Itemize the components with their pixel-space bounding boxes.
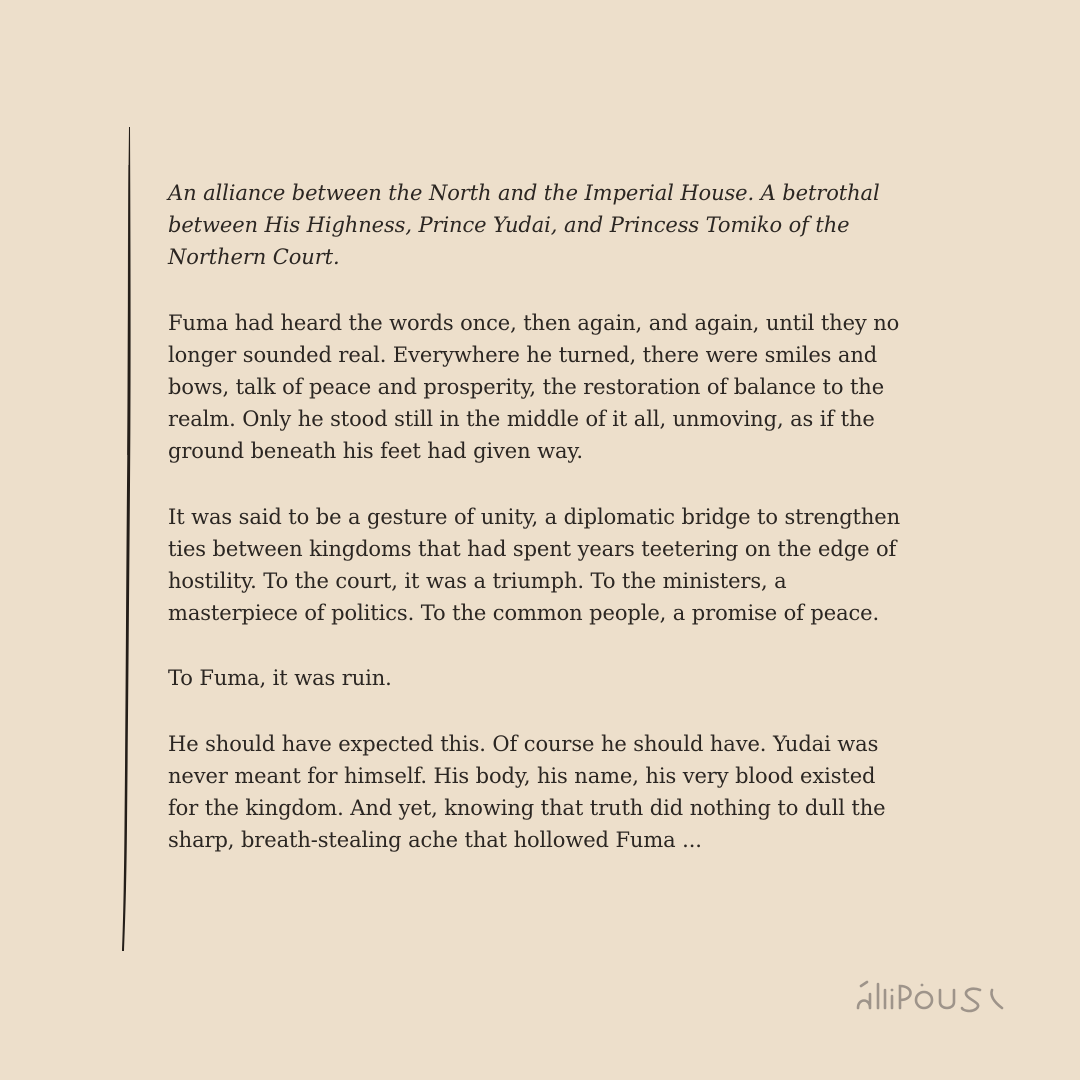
- text-line: An alliance between the North and the Imperial House. A betrothal: [168, 181, 880, 205]
- text-line: It was said to be a gesture of unity, a diplomatic bridge to strengthen: [168, 504, 901, 529]
- paragraph-5: [168, 728, 978, 857]
- text-line: for the kingdom. And yet, knowing that truth did nothing to dull the: [168, 796, 886, 821]
- text-line: bows, talk of peace and prosperity, the restoration of balance to the: [168, 375, 885, 400]
- text-line: To Fuma, it was ruin.: [168, 666, 392, 691]
- brush-stroke-divider: [112, 125, 142, 955]
- text-line: ground beneath his feet had given way.: [168, 439, 583, 464]
- paragraph-4: [168, 662, 978, 694]
- text-line: realm. Only he stood still in the middle of it all, unmoving, as if the: [168, 407, 875, 432]
- paragraph-1-italic: [168, 177, 978, 274]
- text-line: masterpiece of politics. To the common people, a promise of peace.: [168, 601, 880, 626]
- text-line: Fuma had heard the words once, then again, and again, until they no: [168, 310, 900, 335]
- paragraph-2: [168, 307, 978, 468]
- text-line: Northern Court.: [168, 245, 340, 270]
- text-line: never meant for himself. His body, his name, his very blood existed: [168, 763, 876, 788]
- brand-logo: [852, 972, 1007, 1014]
- text-line: sharp, breath-stealing ache that hollowed Fuma ...: [168, 828, 702, 853]
- text-line: between His Highness, Prince Yudai, and Princess Tomiko of the: [168, 213, 850, 238]
- text-line: He should have expected this. Of course he should have. Yudai was: [168, 731, 879, 756]
- text-line: hostility. To the court, it was a triumph. To the ministers, a: [168, 569, 787, 594]
- paragraph-3: [168, 501, 978, 630]
- text-line: ties between kingdoms that had spent years teetering on the edge of: [168, 536, 897, 561]
- text-line: longer sounded real. Everywhere he turned, there were smiles and: [168, 342, 878, 367]
- story-text: [168, 177, 978, 889]
